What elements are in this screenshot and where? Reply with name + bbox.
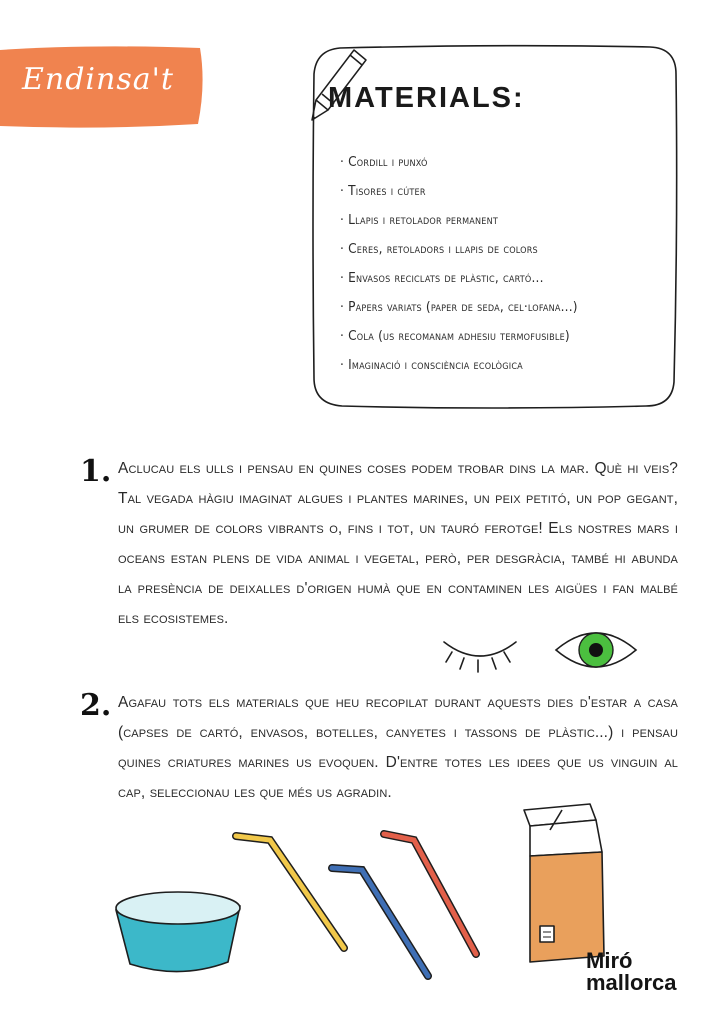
miro-mallorca-logo (586, 950, 677, 994)
step-number: 2. (80, 688, 112, 723)
blue-straw-icon (332, 868, 428, 976)
open-eye-icon (556, 633, 636, 667)
tag-label: Endinsa't (22, 62, 174, 97)
recycled-objects-illustration (110, 790, 610, 990)
step-text: Aclucau els ulls i pensau en quines coses podem trobar dins la mar. Què hi veis? Tal vegada hàgiu imaginat algues i plantes marines, un peix petitó, un pop gegant, un grumer de colors vibrants o, fins i tot, un tauró ferotge! Els nostres mars i oceans estan plens de vida animal i vegetal, però, per desgràcia, també hi abunda la presència de deixalles d'origen humà que en contaminen les aigües i fan malbé els ecosistemes. (118, 460, 678, 627)
materials-item: · Papers variats (paper de seda, cel·lofana...) (340, 293, 578, 322)
yellow-straw-icon (236, 836, 344, 948)
materials-list (340, 148, 578, 380)
materials-title: MATERIALS: (328, 82, 525, 114)
milk-carton-icon (524, 804, 604, 962)
logo-line-1: Miró (586, 948, 633, 973)
closed-eye-icon (444, 642, 516, 672)
pencil-icon (310, 44, 374, 126)
materials-item: · Imaginació i consciència ecològica (340, 351, 578, 380)
materials-item: · Envasos reciclats de plàstic, cartó... (340, 264, 578, 293)
logo-line-2: mallorca (586, 970, 677, 995)
materials-item: · Cordill i punxó (340, 148, 578, 177)
materials-item: · Cola (us recomanam adhesiu termofusible) (340, 322, 578, 351)
section-tag (0, 44, 206, 128)
red-straw-icon (384, 834, 476, 954)
plastic-bowl-icon (116, 892, 240, 972)
materials-box (310, 44, 678, 410)
eyes-illustration (440, 622, 640, 682)
materials-item: · Ceres, retoladors i llapis de colors (340, 235, 578, 264)
step-number: 1. (80, 454, 112, 489)
materials-item: · Tisores i cúter (340, 177, 578, 206)
materials-item: · Llapis i retolador permanent (340, 206, 578, 235)
step-text: Agafau tots els materials que heu recopilat durant aquests dies d'estar a casa (capses de cartó, envasos, botelles, canyetes i tassons de plàstic...) i pensau quines criatures marines us evoquen. D'entre totes les idees que us vinguin al cap, seleccionau les que més us agradin. (118, 694, 678, 801)
